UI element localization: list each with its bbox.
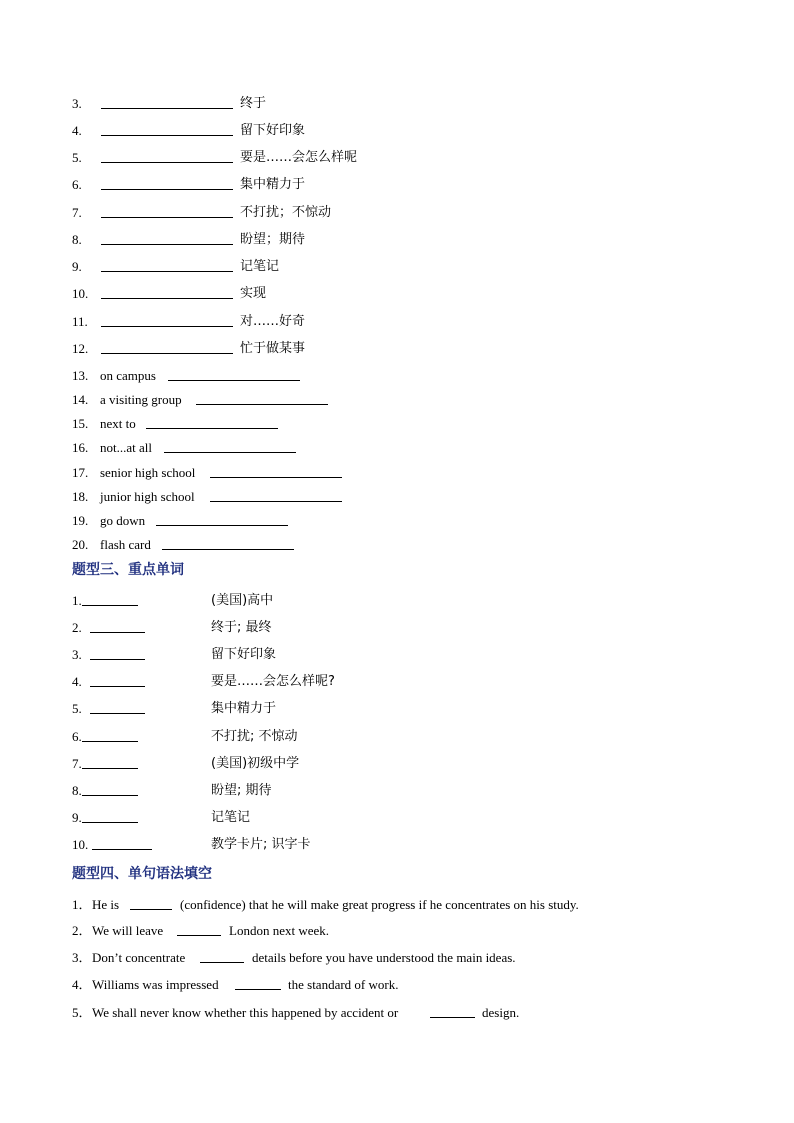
phrase-text: not...at all [100, 440, 152, 455]
item-number: 9. [72, 259, 82, 274]
item-number: 1． [72, 897, 92, 912]
item-number: 2. [72, 620, 82, 635]
item-meaning: 盼望; 期待 [211, 783, 272, 798]
item-number: 6. [72, 177, 82, 192]
item-number: 8. [72, 783, 82, 798]
item-meaning: 记笔记 [211, 810, 251, 825]
answer-blank[interactable] [101, 204, 233, 218]
item-meaning: 不打扰; 不惊动 [211, 729, 298, 744]
item-number: 4． [72, 977, 92, 992]
phrase-text: a visiting group [100, 392, 182, 407]
answer-blank[interactable] [177, 922, 221, 936]
item-number: 2． [72, 923, 92, 938]
item-number: 12. [72, 341, 89, 356]
answer-blank[interactable] [90, 619, 145, 633]
item-number: 9. [72, 810, 82, 825]
answer-blank[interactable] [146, 415, 278, 429]
section3-heading: 题型三、重点单词 [72, 562, 184, 578]
sentence-before: Don’t concentrate [92, 950, 186, 965]
item-number: 3． [72, 950, 92, 965]
item-number: 15. [72, 416, 89, 431]
item-number: 7. [72, 756, 82, 771]
answer-blank[interactable] [235, 976, 281, 990]
answer-blank[interactable] [101, 122, 233, 136]
item-meaning: 盼望；期待 [240, 232, 306, 247]
answer-blank[interactable] [430, 1004, 475, 1018]
sentence-after: design. [482, 1005, 520, 1020]
item-meaning: 记笔记 [240, 259, 280, 274]
phrase-text: next to [100, 416, 136, 431]
sentence-after: the standard of work. [288, 977, 399, 992]
answer-blank[interactable] [101, 340, 233, 354]
phrase-text: flash card [100, 537, 151, 552]
sentence-before: We will leave [92, 923, 164, 938]
item-meaning: (美国)高中 [211, 593, 274, 608]
item-number: 13. [72, 368, 89, 383]
item-number: 10. [72, 286, 89, 301]
item-meaning: 不打扰；不惊动 [240, 205, 332, 220]
item-number: 4. [72, 674, 82, 689]
item-meaning: 集中精力于 [211, 701, 277, 716]
item-number: 1. [72, 593, 82, 608]
answer-blank[interactable] [200, 949, 244, 963]
answer-blank[interactable] [101, 258, 233, 272]
item-number: 16. [72, 440, 89, 455]
item-number: 14. [72, 392, 89, 407]
answer-blank[interactable] [101, 95, 233, 109]
item-number: 11. [72, 314, 88, 329]
answer-blank[interactable] [90, 700, 145, 714]
phrase-text: go down [100, 513, 146, 528]
item-number: 8. [72, 232, 82, 247]
item-meaning: 忙于做某事 [240, 341, 306, 356]
answer-blank[interactable] [90, 673, 145, 687]
item-number: 19. [72, 513, 89, 528]
answer-blank[interactable] [82, 782, 138, 796]
answer-blank[interactable] [168, 367, 300, 381]
item-meaning: 终于 [240, 96, 267, 111]
item-number: 5. [72, 701, 82, 716]
item-number: 5. [72, 150, 82, 165]
sentence-before: He is [92, 897, 120, 912]
answer-blank[interactable] [210, 488, 342, 502]
item-number: 3. [72, 96, 82, 111]
sentence-after: London next week. [229, 923, 330, 938]
answer-blank[interactable] [164, 439, 296, 453]
sentence-before: Williams was impressed [92, 977, 219, 992]
item-meaning: 终于; 最终 [211, 620, 272, 635]
answer-blank[interactable] [82, 755, 138, 769]
answer-blank[interactable] [90, 646, 145, 660]
sentence-hint: (confidence) that he will make great progress if he concentrates on his study. [180, 897, 579, 912]
item-meaning: 留下好印象 [240, 123, 306, 138]
answer-blank[interactable] [101, 231, 233, 245]
item-meaning: 留下好印象 [211, 647, 277, 662]
answer-blank[interactable] [156, 512, 288, 526]
item-number: 5． [72, 1005, 92, 1020]
answer-blank[interactable] [82, 728, 138, 742]
answer-blank[interactable] [130, 896, 172, 910]
item-meaning: 教学卡片; 识字卡 [211, 837, 311, 852]
item-meaning: 要是……会怎么样呢? [211, 674, 335, 689]
item-number: 17. [72, 465, 89, 480]
item-number: 4. [72, 123, 82, 138]
phrase-text: junior high school [100, 489, 195, 504]
answer-blank[interactable] [196, 391, 328, 405]
item-meaning: 对……好奇 [240, 314, 306, 329]
answer-blank[interactable] [210, 464, 342, 478]
item-meaning: 实现 [240, 286, 267, 301]
answer-blank[interactable] [162, 536, 294, 550]
item-number: 10. [72, 837, 89, 852]
answer-blank[interactable] [101, 176, 233, 190]
item-number: 3. [72, 647, 82, 662]
sentence-after: details before you have understood the main ideas. [252, 950, 516, 965]
item-number: 7. [72, 205, 82, 220]
answer-blank[interactable] [92, 836, 152, 850]
sentence-before: We shall never know whether this happened by accident or [92, 1005, 399, 1020]
answer-blank[interactable] [82, 809, 138, 823]
answer-blank[interactable] [82, 592, 138, 606]
answer-blank[interactable] [101, 285, 233, 299]
phrase-text: on campus [100, 368, 156, 383]
item-number: 18. [72, 489, 89, 504]
section4-heading: 题型四、单句语法填空 [72, 866, 212, 882]
answer-blank[interactable] [101, 149, 233, 163]
item-meaning: 集中精力于 [240, 177, 306, 192]
answer-blank[interactable] [101, 313, 233, 327]
item-number: 6. [72, 729, 82, 744]
item-number: 20. [72, 537, 89, 552]
item-meaning: 要是……会怎么样呢 [240, 150, 358, 165]
phrase-text: senior high school [100, 465, 196, 480]
item-meaning: (美国)初级中学 [211, 756, 300, 771]
